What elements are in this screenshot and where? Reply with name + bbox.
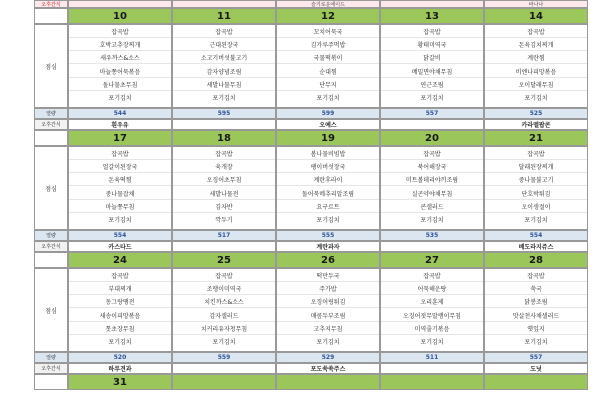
menu-item: 동그랑땡전	[69, 299, 171, 308]
menu-item: 근대된장국	[173, 42, 275, 51]
date-cell	[172, 374, 276, 390]
menu-cell	[380, 24, 484, 108]
kcal-cell: 559	[172, 352, 276, 363]
lunch-label: 점심	[34, 268, 68, 352]
date-row	[34, 130, 556, 146]
menu-item: 김가루주먹밥	[277, 42, 379, 51]
snack-cell	[380, 363, 484, 374]
menu-item: 새송이피망볶음	[69, 313, 171, 322]
snack-cell: 도넛	[484, 363, 588, 374]
menu-item: 포기김치	[108, 94, 132, 102]
menu-item: 포기김치	[420, 94, 444, 102]
date-cell: 18	[172, 130, 276, 146]
menu-item: 순대찜	[277, 69, 379, 78]
row-label	[34, 252, 68, 268]
snack-cell: 흰우유	[68, 119, 172, 130]
menu-item: 치킨까스&소스	[173, 299, 275, 308]
menu-item: 오징어링튀김	[277, 299, 379, 308]
menu-cell	[172, 268, 276, 352]
row-label: 오후간식	[34, 0, 68, 8]
kcal-cell: 554	[68, 230, 172, 241]
top-snack-row	[34, 0, 556, 8]
menu-item: 고추지무침	[277, 326, 379, 335]
snack-cell	[68, 0, 172, 8]
menu-item: 쑥국	[485, 286, 587, 295]
snack-row	[34, 241, 556, 252]
menu-item: 잡곡밥	[69, 29, 171, 38]
kcal-label: 열량	[34, 108, 68, 119]
lunch-row	[34, 146, 556, 230]
menu-item: 매콤두부조림	[277, 313, 379, 322]
menu-cell	[484, 146, 588, 230]
menu-item: 잡곡밥	[69, 151, 171, 160]
menu-item: 어묵해운탕	[381, 286, 483, 295]
snack-cell: 카라멜팝콘	[484, 119, 588, 130]
menu-item: 실곤약야채무침	[381, 191, 483, 200]
snack-cell: 계란과자	[276, 241, 380, 252]
kcal-label: 열량	[34, 352, 68, 363]
snack-cell	[172, 0, 276, 8]
menu-item: 주가밥	[277, 286, 379, 295]
menu-item: 포기김치	[524, 94, 548, 102]
menu-item: 옛잎지	[485, 326, 587, 335]
snack-cell	[380, 241, 484, 252]
date-cell: 20	[380, 130, 484, 146]
menu-item: 오이생절이	[485, 204, 587, 213]
date-cell: 26	[276, 252, 380, 268]
snack-cell: 포도쑥쑥주스	[276, 363, 380, 374]
menu-item: 요구르트	[277, 204, 379, 213]
menu-item: 맛살천사채샐러드	[485, 313, 587, 322]
snack-label: 오후간식	[34, 119, 68, 130]
kcal-cell: 520	[68, 352, 172, 363]
menu-item: 꼬치어묵국	[277, 29, 379, 38]
menu-item: 감자샐러드	[173, 313, 275, 322]
menu-cell	[68, 146, 172, 230]
menu-item: 오리훈제	[381, 299, 483, 308]
date-cell: 12	[276, 8, 380, 24]
snack-cell	[172, 241, 276, 252]
menu-item: 닭갈비	[381, 55, 483, 64]
menu-item: 국물떡볶이	[277, 55, 379, 64]
menu-item: 북어해장국	[381, 164, 483, 173]
kcal-cell: 599	[276, 108, 380, 119]
date-cell: 14	[484, 8, 588, 24]
date-cell: 13	[380, 8, 484, 24]
snack-cell: 하루견과	[68, 363, 172, 374]
date-cell: 28	[484, 252, 588, 268]
menu-item: 비엔나피망볶음	[485, 69, 587, 78]
kcal-cell: 555	[276, 230, 380, 241]
snack-cell	[172, 363, 276, 374]
menu-item: 포기김치	[316, 94, 340, 102]
menu-item: 포기김치	[316, 216, 340, 224]
lunch-row	[34, 24, 556, 108]
menu-item: 포기김치	[524, 338, 548, 346]
menu-cell	[380, 268, 484, 352]
snack-row	[34, 119, 556, 130]
row-label	[34, 374, 68, 390]
menu-item: 메밀면야채무침	[381, 69, 483, 78]
date-cell: 10	[68, 8, 172, 24]
menu-item: 돌어묵메추리알조림	[277, 191, 379, 200]
menu-item: 세발나물전	[173, 191, 275, 200]
menu-item: 중나물잡채	[69, 191, 171, 200]
meal-plan-sheet	[34, 0, 560, 390]
menu-item: 단무지	[277, 82, 379, 91]
menu-cell	[172, 146, 276, 230]
menu-item: 중나물불고기	[485, 177, 587, 186]
menu-item: 미트볼데리야끼조림	[381, 177, 483, 186]
menu-item: 닭봉조림	[485, 299, 587, 308]
date-cell: 11	[172, 8, 276, 24]
date-cell: 25	[172, 252, 276, 268]
menu-cell	[484, 24, 588, 108]
kcal-cell: 529	[276, 352, 380, 363]
menu-item: 포기김치	[420, 216, 444, 224]
menu-item: 포기김치	[420, 338, 444, 346]
menu-item: 계란찜	[485, 55, 587, 64]
menu-cell	[68, 268, 172, 352]
snack-cell: 카스타드	[68, 241, 172, 252]
menu-item: 봄나물비빔밥	[277, 151, 379, 160]
kcal-cell: 557	[484, 352, 588, 363]
kcal-row	[34, 230, 556, 241]
menu-item: 잡곡밥	[381, 273, 483, 282]
lunch-label: 점심	[34, 146, 68, 230]
kcal-cell: 525	[484, 108, 588, 119]
date-row	[34, 374, 556, 390]
menu-item: 황태미역국	[381, 42, 483, 51]
snack-cell	[172, 119, 276, 130]
kcal-cell: 544	[68, 108, 172, 119]
menu-item: 깍두기	[215, 216, 233, 224]
kcal-cell: 511	[380, 352, 484, 363]
snack-cell: 오예스	[276, 119, 380, 130]
menu-item: 얼갈이된장국	[69, 164, 171, 173]
menu-item: 톳초장무침	[69, 326, 171, 335]
menu-cell	[484, 268, 588, 352]
date-cell: 21	[484, 130, 588, 146]
menu-item: 호박고추장찌개	[69, 42, 171, 51]
menu-item: 새우까스&소스	[69, 55, 171, 64]
date-cell: 24	[68, 252, 172, 268]
menu-item: 잡곡밥	[381, 29, 483, 38]
menu-item: 오징어초무침	[173, 177, 275, 186]
date-cell: 27	[380, 252, 484, 268]
kcal-row	[34, 108, 556, 119]
kcal-row	[34, 352, 556, 363]
date-cell	[380, 374, 484, 390]
menu-item: 미역줄기볶음	[381, 326, 483, 335]
menu-item: 세발나물무침	[173, 82, 275, 91]
lunch-row	[34, 268, 560, 352]
kcal-label: 열량	[34, 230, 68, 241]
menu-item: 포기김치	[108, 338, 132, 346]
menu-cell	[276, 146, 380, 230]
menu-item: 포기김치	[316, 338, 340, 346]
snack-label: 오후간식	[34, 241, 68, 252]
menu-item: 달래된장찌개	[485, 164, 587, 173]
menu-item: 잡곡밥	[69, 273, 171, 282]
menu-cell	[380, 146, 484, 230]
menu-item: 조랭이미역국	[173, 286, 275, 295]
menu-item: 김자반	[173, 204, 275, 213]
date-cell	[484, 374, 588, 390]
menu-item: 돈육김치찌개	[485, 42, 587, 51]
menu-item: 마늘쫑무침	[69, 204, 171, 213]
menu-cell	[276, 268, 380, 352]
lunch-label: 점심	[34, 24, 68, 108]
menu-item: 잡곡밥	[173, 151, 275, 160]
kcal-cell: 557	[380, 108, 484, 119]
menu-item: 포기김치	[108, 216, 132, 224]
snack-label: 오후간식	[34, 363, 68, 374]
menu-item: 떡만두국	[277, 273, 379, 282]
snack-cell	[380, 0, 484, 8]
menu-cell	[68, 24, 172, 108]
menu-item: 포기김치	[212, 338, 236, 346]
menu-item: 육개장	[173, 164, 275, 173]
date-row	[34, 252, 556, 268]
snack-cell	[380, 119, 484, 130]
kcal-cell: 595	[172, 108, 276, 119]
menu-item: 잡곡밥	[173, 29, 275, 38]
weeks-container	[34, 8, 560, 374]
snack-cell: 슬기로운에이드	[276, 0, 380, 8]
menu-item: 치커리유자청무침	[173, 326, 275, 335]
menu-item: 마늘쫑어묵볶음	[69, 69, 171, 78]
menu-item: 연근조림	[381, 82, 483, 91]
menu-item: 오징어젓무말랭이무침	[381, 313, 483, 322]
kcal-cell: 517	[172, 230, 276, 241]
menu-item: 부대찌개	[69, 286, 171, 295]
menu-item: 포기김치	[212, 94, 236, 102]
menu-item: 잡곡밥	[485, 151, 587, 160]
menu-item: 팽이버섯장국	[277, 164, 379, 173]
row-label	[34, 8, 68, 24]
menu-item: 콘샐러드	[381, 204, 483, 213]
snack-row	[34, 363, 556, 374]
date-cell	[276, 374, 380, 390]
kcal-cell: 535	[380, 230, 484, 241]
menu-item: 계란후라이	[277, 177, 379, 186]
menu-item: 잡곡밥	[173, 273, 275, 282]
date-cell: 19	[276, 130, 380, 146]
row-label	[34, 130, 68, 146]
date-row	[34, 8, 556, 24]
date-cell: 31	[68, 374, 172, 390]
menu-item: 잡곡밥	[485, 273, 587, 282]
menu-item: 돌나물초무침	[69, 82, 171, 91]
menu-cell	[172, 24, 276, 108]
menu-item: 단호박튀김	[485, 191, 587, 200]
menu-item: 감자양념조림	[173, 69, 275, 78]
menu-cell	[276, 24, 380, 108]
snack-cell: 바나나	[484, 0, 588, 8]
date-cell: 17	[68, 130, 172, 146]
menu-item: 오이달래무침	[485, 82, 587, 91]
menu-item: 잡곡밥	[485, 29, 587, 38]
kcal-cell: 554	[484, 230, 588, 241]
menu-item: 돈육떡찜	[69, 177, 171, 186]
snack-cell: 베도라지쥬스	[484, 241, 588, 252]
menu-item: 잡곡밥	[381, 151, 483, 160]
menu-item: 소고기버섯불고기	[173, 55, 275, 64]
menu-item: 포기김치	[524, 216, 548, 224]
